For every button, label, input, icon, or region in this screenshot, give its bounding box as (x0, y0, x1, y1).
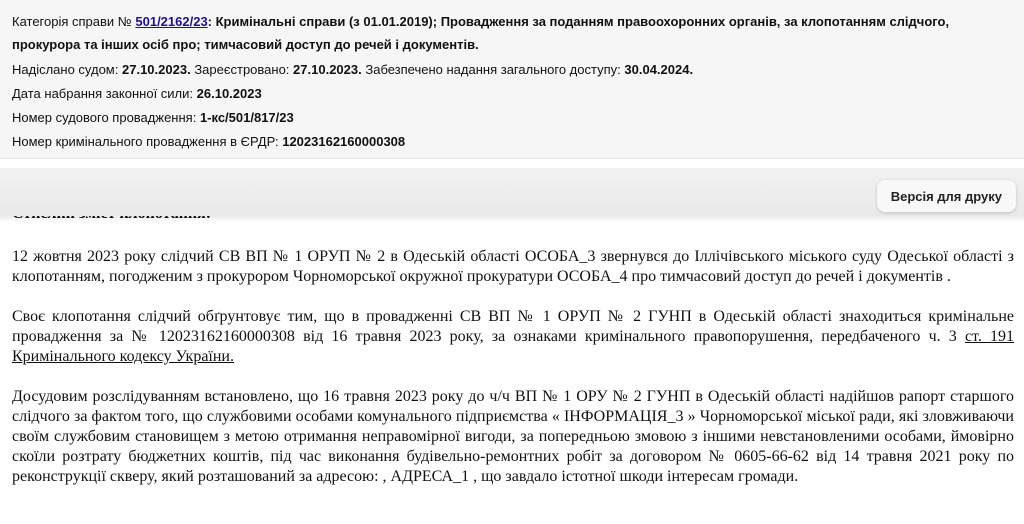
erdr-line (12, 134, 1014, 149)
registered-label: Зареєстровано: (194, 62, 290, 77)
court-proceeding-line (12, 110, 1014, 125)
erdr-label: Номер кримінального провадження в ЄРДР: (12, 134, 279, 149)
case-category-text: : Кримінальні справи (з 01.01.2019); Провадження за поданням правоохоронних органів, за клопотанням слідчого, (207, 14, 950, 29)
case-category-text-2: прокурора та інших осіб про; тимчасовий доступ до речей і документів. (12, 37, 479, 52)
paragraph-2-text: Своє клопотання слідчий обґрунтовує тим, що в провадженні СВ ВП № 1 ОРУП № 2 ГУНП в Одеській області знаходиться кримінальне провадження за № 12023162160000308 від 16 травня 2023 року, за ознаками кримінального правопорушення, передбаченого ч. 3 (12, 308, 1014, 345)
case-category-line-2 (12, 37, 1014, 52)
paragraph-2 (12, 307, 1014, 367)
force-date-line (12, 86, 1014, 101)
paragraph-3: Досудовим розслідуванням встановлено, що 16 травня 2023 року до ч/ч ВП № 1 ОРУ № 2 ГУНП в Одеській області надійшов рапорт старшого слідчого за фактом того, що службовими особами комунального підприємства « ІНФОРМАЦІЯ_3 » Чорноморської міської ради, які зловживаючи своїм службовим становищем з метою отримання неправомірної вигоди, за попередньою змовою з іншими невстановленими особами, ймовірно скоїли розтрату бюджетних коштів, під час виконання будівельно-ремонтних робіт за договором № 0605-66-62 від 14 травня 2021 року по реконструкції скверу, який розташований за адресою: , АДРЕСА_1 , що завдало істотної шкоди інтересам громади. (12, 388, 1014, 485)
registered-date: 27.10.2023. (293, 62, 362, 77)
access-label: Забезпечено надання загального доступу: (365, 62, 621, 77)
paragraph-1: 12 жовтня 2023 року слідчий СВ ВП № 1 ОРУП № 2 в Одеській області ОСОБА_3 звернувся до Іллічівського міського суду Одеської області з клопотанням, погодженим з прокурором Чорноморської окружної прокуратури ОСОБА_4 про тимчасовий доступ до речей і документів . (12, 248, 1014, 285)
document-body (12, 247, 1014, 507)
case-category-label: Категорія справи № (12, 14, 132, 29)
court-proceeding-label: Номер судового провадження: (12, 110, 197, 125)
print-version-button[interactable]: Версія для друку (877, 180, 1016, 212)
criminal-code-link[interactable]: ст. 191 Кримінального кодексу України. (12, 328, 1015, 365)
case-dates-line (12, 62, 1014, 77)
force-date: 26.10.2023 (196, 86, 262, 101)
case-category-line (12, 14, 1014, 29)
sent-date: 27.10.2023. (122, 62, 191, 77)
erdr-number: 12023162160000308 (282, 134, 406, 149)
force-label: Дата набрання законної сили: (12, 86, 194, 101)
access-date: 30.04.2024. (624, 62, 694, 77)
sent-label: Надіслано судом: (12, 62, 119, 77)
case-metadata-panel (0, 0, 1024, 159)
court-proceeding-number: 1-кс/501/817/23 (199, 110, 294, 125)
print-toolbar (0, 168, 1024, 216)
case-number-link[interactable]: 501/2162/23 (135, 14, 208, 29)
